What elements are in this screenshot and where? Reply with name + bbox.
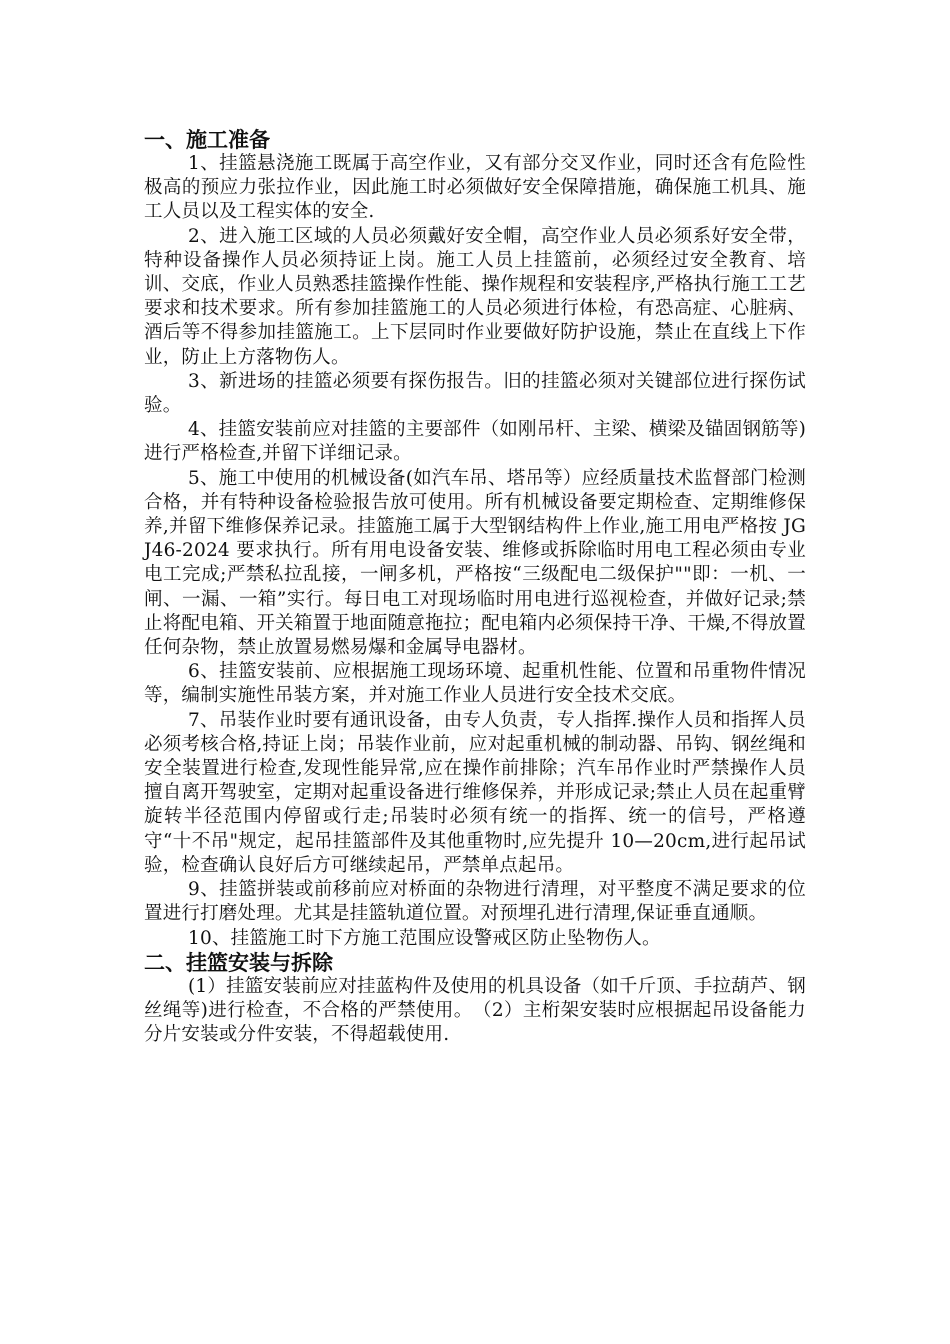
section-1-heading: 一、施工准备: [144, 128, 270, 152]
section-1-paragraph-10: 10、挂篮施工时下方施工范围应设警戒区防止坠物伤人。: [188, 927, 661, 949]
section-1-paragraph-3: 3、新进场的挂篮必须要有探伤报告。旧的挂篮必须对关键部位进行探伤试验。: [144, 370, 806, 417]
section-1-paragraph-9: 9、挂篮拼装或前移前应对桥面的杂物进行清理，对平整度不满足要求的位置进行打磨处理。尤其是挂篮轨道位置。对预埋孔进行清理,保证垂直通顺。: [144, 879, 806, 925]
section-1-paragraph-6: 6、挂篮安装前、应根据施工现场环境、起重机性能、位置和吊重物件情况等，编制实施性吊装方案，并对施工作业人员进行安全技术交底。: [144, 661, 806, 707]
section-1-paragraph-2: 2、进入施工区域的人员必须戴好安全帽，高空作业人员必须系好安全带，特种设备操作人员必须持证上岗。施工人员上挂篮前，必须经过安全教育、培训、交底，作业人员熟悉挂篮操作性能、操作规程和安装程序,严格执行施工工艺要求和技术要求。所有参加挂篮施工的人员必须进行体检，有恐高症、心脏病、酒后等不得参加挂篮施工。上下层同时作业要做好防护设施，禁止在直线上下作业，防止上方落物伤人。: [144, 225, 806, 368]
section-2-heading: 二、挂篮安装与拆除: [144, 950, 333, 975]
section-1-paragraph-4: 4、挂篮安装前应对挂篮的主要部件（如刚吊杆、主梁、横梁及锚固钢筋等)进行严格检查,并留下详细记录。: [144, 419, 806, 465]
section-1-paragraph-7: 7、吊装作业时要有通讯设备，由专人负责，专人指挥.操作人员和指挥人员必须考核合格,持证上岗；吊装作业前，应对起重机械的制动器、吊钩、钢丝绳和安全装置进行检查,发现性能异常,应在操作前排除；汽车吊作业时严禁操作人员擅自离开驾驶室，定期对起重设备进行维修保养，并形成记录;禁止人员在起重臂旋转半径范围内停留或行走;吊装时必须有统一的指挥、统一的信号，严格遵守“十不吊"规定，起吊挂篮部件及其他重物时,应先提升 10—20cm,进行起吊试验，检查确认良好后方可继续起吊，严禁单点起吊。: [144, 709, 806, 876]
section-2-paragraph-1: (1）挂篮安装前应对挂蓝构件及使用的机具设备（如千斤顶、手拉葫芦、钢丝绳等)进行检查，不合格的严禁使用。 （2）主桁架安装时应根据起吊设备能力分片安装或分件安装，不得超载使用.: [144, 975, 806, 1046]
section-1-paragraph-1: 1、挂篮悬浇施工既属于高空作业，又有部分交叉作业，同时还含有危险性极高的预应力张拉作业，因此施工时必须做好安全保障措施，确保施工机具、施工人员以及工程实体的安全.: [144, 153, 806, 223]
document-page: [144, 128, 806, 1047]
section-1-paragraph-5: 5、施工中使用的机械设备(如汽车吊、塔吊等）应经质量技术监督部门检测合格，并有特种设备检验报告放可使用。所有机械设备要定期检查、定期维修保养,并留下维修保养记录。挂篮施工属于大型钢结构件上作业,施工用电严格按 JGJ46-2024 要求执行。所有用电设备安装、维修或拆除临时用电工程必须由专业电工完成;严禁私拉乱接，一闸多机，严格按“三级配电二级保护""即：一机、一闸、一漏、一箱”实行。每日电工对现场临时用电进行巡视检查，并做好记录;禁止将配电箱、开关箱置于地面随意拖拉；配电箱内必须保持干净、干燥,不得放置任何杂物，禁止放置易燃易爆和金属导电器材。: [144, 467, 806, 659]
